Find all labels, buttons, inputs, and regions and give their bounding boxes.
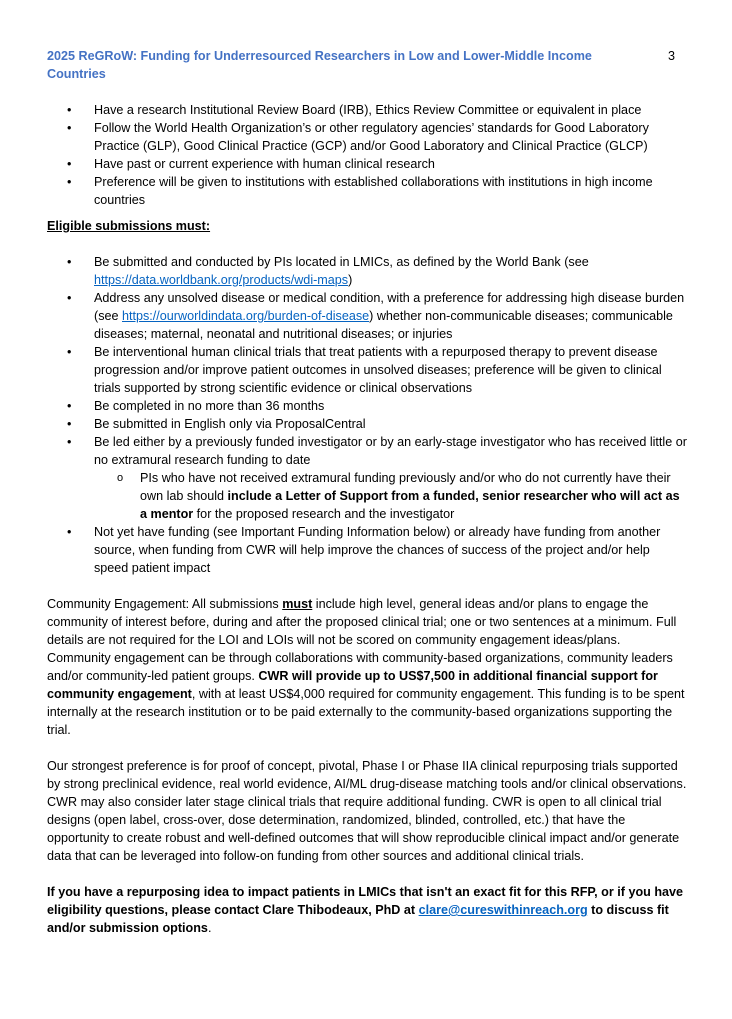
list-item-text: Address any unsolved disease or medical condition, with a preference for addressing high disease burden (see [94, 291, 685, 323]
institution-requirements-list [47, 101, 687, 209]
list-item: • Be led either by a previously funded investigator or by an early-stage investigator who has received little or no extramural research funding to date [47, 433, 687, 469]
emphasis-must: must [282, 597, 313, 611]
list-item: • Be interventional human clinical trials that treat patients with a repurposed therapy to prevent disease progression and/or improve patient outcomes in unsolved diseases; preference will be given to clinical trials supported by strong scientific evidence or clinical observations [47, 343, 687, 397]
list-item-text: for the proposed research and the investigator [193, 507, 455, 521]
page-header [47, 47, 687, 83]
list-item-text: ) [348, 273, 353, 287]
list-item-text: ) whether non-communicable diseases; communicable diseases; maternal, neonatal and nutritional diseases; or injuries [94, 309, 673, 341]
paragraph-text: Community Engagement: All submissions [47, 597, 283, 611]
preference-paragraph: Our strongest preference is for proof of concept, pivotal, Phase I or Phase IIA clinical repurposing trials supported by strong preclinical evidence, real world evidence, AI/ML drug-disease matching tools and/or clinical observations. CWR may also consider later stage clinical trials that require additional funding. CWR is open to all clinical trial designs (open label, cross-over, dose determination, randomized, blinded, controlled, etc.) that have the opportunity to create robust and well-defined outcomes that will show reproducible clinical impact and/or generate data that can be leveraged into follow-on funding from other sources and additional clinical trials. [47, 759, 687, 863]
list-item-text: PIs who have not received extramural funding previously and/or who do not currently have their own lab should [140, 471, 671, 503]
list-item-text: Be submitted and conducted by PIs located in LMICs, as defined by the World Bank (see [94, 255, 589, 269]
paragraph-text: , with at least US$4,000 required for community engagement. This funding is to be spent internally at the research institution or to be paid externally to the community-based organizations supporting the trial. [47, 687, 685, 737]
paragraph-text: . [207, 921, 212, 935]
burden-of-disease-link[interactable]: https://ourworldindata.org/burden-of-disease [122, 309, 370, 323]
paragraph-text: to discuss fit and/or submission options [47, 903, 669, 935]
page-title: 2025 ReGRoW: Funding for Underresourced Researchers in Low and Lower-Middle Income Countries [47, 49, 592, 81]
paragraph-text: include high level, general ideas and/or plans to engage the community of interest before, during and after the proposed clinical trial; one or two sentences at a minimum. Full details are not required for the LOI and LOIs will not be scored on community engagement ideas/plans. Community engagement can be through collaborations with community-based organizations, community leaders and/or community-led patient groups. [47, 597, 677, 683]
contact-paragraph [47, 883, 687, 937]
list-item: • Follow the World Health Organization’s or other regulatory agencies’ standards for Good Laboratory Practice (GLP), Good Clinical Practice (GCP) and/or Good Laboratory and Clinical Practice (GLCP) [47, 119, 687, 155]
page-number: 3 [667, 49, 675, 63]
list-item: • Not yet have funding (see Important Funding Information below) or already have funding from another source, when funding from CWR will help improve the chances of success of the project and/or help speed patient impact [47, 523, 687, 577]
list-item: • Preference will be given to institutions with established collaborations with institutions in high income countries [47, 173, 687, 209]
list-item: • Be completed in no more than 36 months [47, 397, 687, 415]
list-item: • Be submitted in English only via ProposalCentral [47, 415, 687, 433]
eligible-submissions-list [47, 253, 687, 577]
worldbank-link[interactable]: https://data.worldbank.org/products/wdi-maps [94, 273, 349, 287]
sub-list-item [47, 469, 687, 523]
community-engagement-paragraph [47, 595, 687, 739]
bold-text: include a Letter of Support from a funded, senior researcher who will act as a mentor [140, 489, 680, 521]
paragraph-text: If you have a repurposing idea to impact patients in LMICs that isn't an exact fit for this RFP, or if you have eligibility questions, please contact Clare Thibodeaux, PhD at [47, 885, 684, 917]
document-page [47, 47, 687, 937]
list-item [47, 289, 687, 343]
list-item [47, 253, 687, 289]
section-title-eligible-submissions: Eligible submissions must: [47, 219, 211, 233]
bold-text: CWR will provide up to US$7,500 in additional financial support for community engagement [47, 669, 658, 701]
list-item: • Have a research Institutional Review Board (IRB), Ethics Review Committee or equivalent in place [47, 101, 687, 119]
list-item: • Have past or current experience with human clinical research [47, 155, 687, 173]
email-link[interactable]: clare@cureswithinreach.org [418, 903, 588, 917]
